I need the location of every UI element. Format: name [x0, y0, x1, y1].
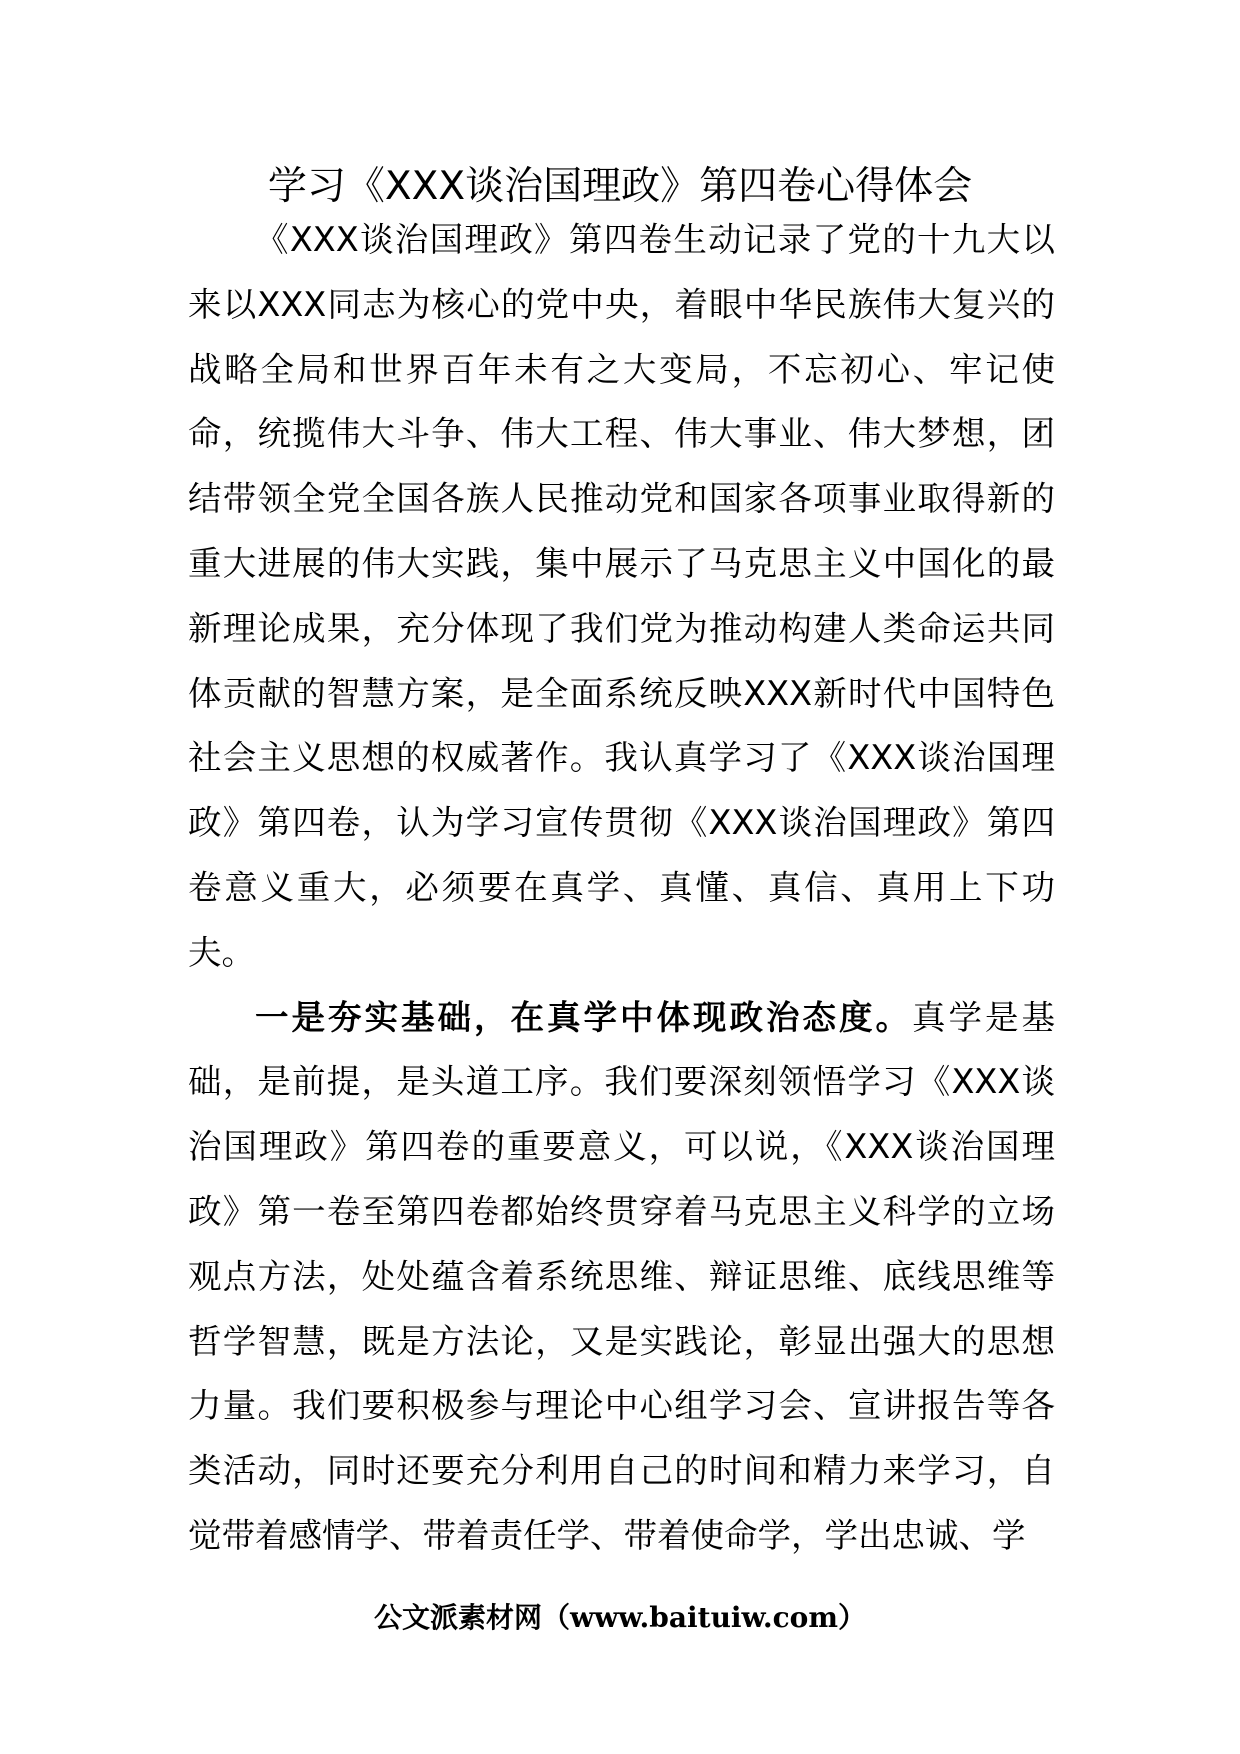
watermark-footer: 公文派素材网（www.baituiw.com） — [374, 1601, 866, 1634]
paragraph-point-one-lead: 一是夯实基础，在真学中体现政治态度。 — [255, 997, 912, 1037]
document-body — [188, 208, 1055, 1569]
paragraph-intro — [188, 208, 1055, 986]
paragraph-point-one-text: 真学是基础，是前提，是头道工序。我们要深刻领悟学习《XXX谈治国理政》第四卷的重要意义，可以说，《XXX谈治国理政》第一卷至第四卷都始终贯穿着马克思主义科学的立场观点方法，处处蕴含着系统思维、辩证思维、底线思维等哲学智慧，既是方法论，又是实践论，彰显出强大的思想力量。我们要积极参与理论中心组学习会、宣讲报告等各类活动，同时还要充分利用自己的时间和精力来学习，自觉带着感情学、带着责任学、带着使命学，学出忠诚、学 — [188, 997, 1055, 1555]
paragraph-point-one — [188, 986, 1055, 1569]
document-title: 学习《XXX谈治国理政》第四卷心得体会 — [267, 164, 973, 209]
paragraph-intro-text: 《XXX谈治国理政》第四卷生动记录了党的十九大以来以XXX同志为核心的党中央，着眼中华民族伟大复兴的战略全局和世界百年未有之大变局，不忘初心、牢记使命，统揽伟大斗争、伟大工程、伟大事业、伟大梦想，团结带领全党全国各族人民推动党和国家各项事业取得新的重大进展的伟大实践，集中展示了马克思主义中国化的最新理论成果，充分体现了我们党为推动构建人类命运共同体贡献的智慧方案，是全面系统反映XXX新时代中国特色社会主义思想的权威著作。我认真学习了《XXX谈治国理政》第四卷，认为学习宣传贯彻《XXX谈治国理政》第四卷意义重大，必须要在真学、真懂、真信、真用上下功夫。 — [188, 220, 1055, 972]
